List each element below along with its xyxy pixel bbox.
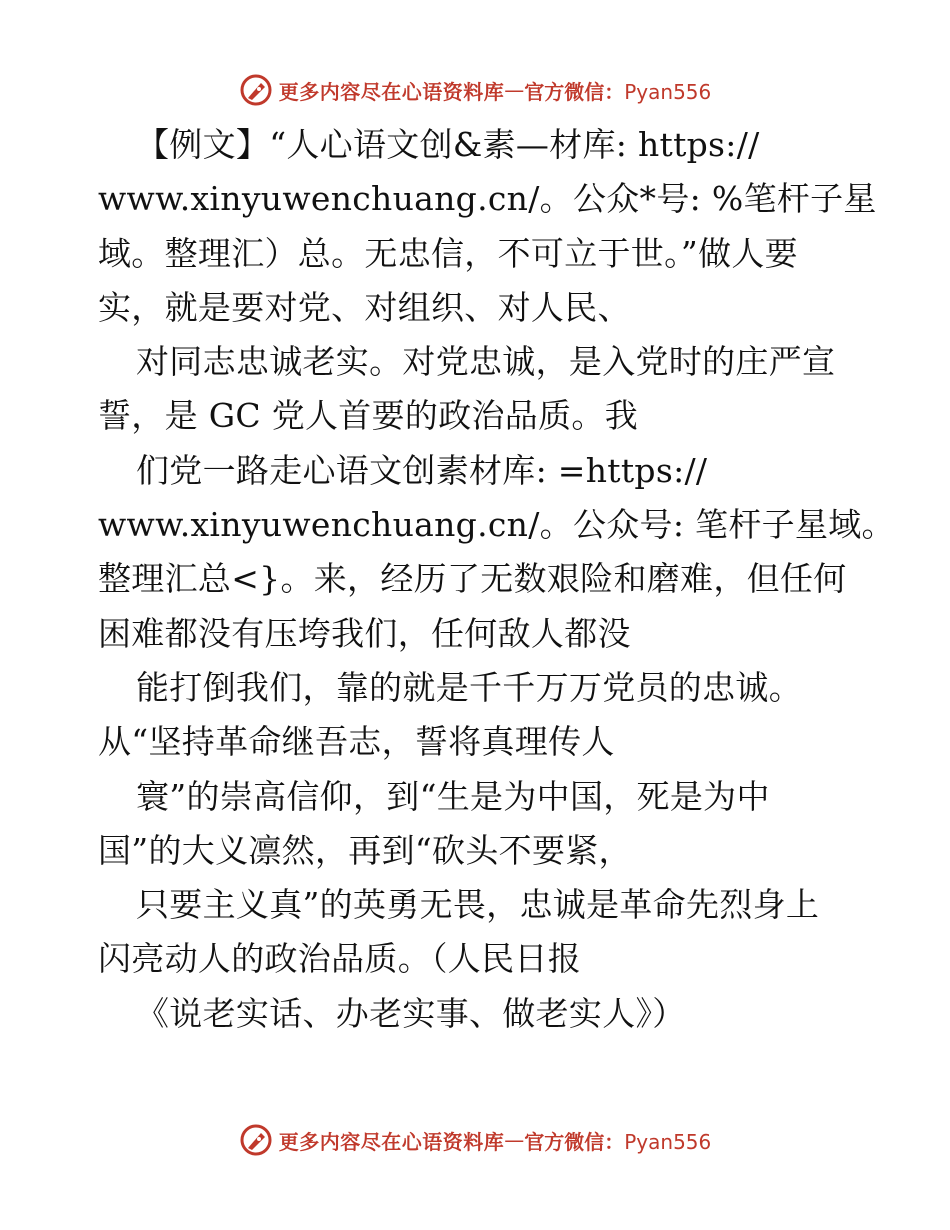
banner-wechat-id: Pyan556 — [624, 1129, 712, 1154]
text-line: 只要主义真”的英勇无畏，忠诚是革命先烈身上 — [136, 885, 820, 925]
pen-nib-circle-icon — [239, 1123, 273, 1157]
banner-main-text: 更多内容尽在心语资料库 — [278, 1129, 505, 1154]
banner-main-text: 更多内容尽在心语资料库 — [278, 79, 505, 104]
text-line: 寰”的崇高信仰，到“生是为中国，死是为中 — [136, 776, 770, 816]
banner-wechat-id: Pyan556 — [624, 79, 712, 104]
text-line: 誓，是 GC 党人首要的政治品质。我 — [98, 396, 638, 436]
text-line: 实，就是要对党、对组织、对人民、 — [98, 287, 631, 327]
pen-nib-circle-icon — [239, 73, 273, 107]
text-line: 对同志忠诚老实。对党忠诚，是入党时的庄严宣 — [136, 342, 836, 382]
text-line: 整理汇总<}。来，经历了无数艰险和磨难，但任何 — [98, 559, 847, 599]
banner-separator: — — [504, 78, 525, 102]
text-line: www.xinyuwenchuang.cn/。公众号: 笔杆子星域。 — [98, 505, 895, 545]
banner-separator: — — [504, 1128, 525, 1152]
text-line: 能打倒我们，靠的就是千千万万党员的忠诚。 — [136, 667, 802, 707]
text-line: 们党一路走心语文创素材库: =https:// — [136, 450, 708, 490]
header-banner — [0, 70, 950, 110]
banner-wechat — [524, 76, 711, 105]
banner-wechat-label: 官方微信： — [524, 1129, 625, 1154]
text-line: 困难都没有压垮我们，任何敌人都没 — [98, 613, 631, 653]
document-body — [98, 118, 895, 1041]
text-line: 国”的大义凛然，再到“砍头不要紧， — [98, 830, 632, 870]
banner-wechat-label: 官方微信： — [524, 79, 625, 104]
text-line: 闪亮动人的政治品质。（人民日报 — [98, 939, 581, 979]
text-line: 《说老实话、办老实事、做老实人》） — [136, 993, 686, 1033]
text-line: 【例文】“人心语文创&素—材库: https:// — [136, 125, 760, 164]
text-line: www.xinyuwenchuang.cn/。公众*号: %笔杆子星 — [98, 179, 877, 219]
text-line: 从“坚持革命继吾志，誓将真理传人 — [98, 722, 615, 762]
footer-banner — [0, 1120, 950, 1160]
text-line: 域。整理汇）总。无忠信，不可立于世。”做人要 — [98, 233, 798, 273]
banner-wechat — [524, 1126, 711, 1155]
